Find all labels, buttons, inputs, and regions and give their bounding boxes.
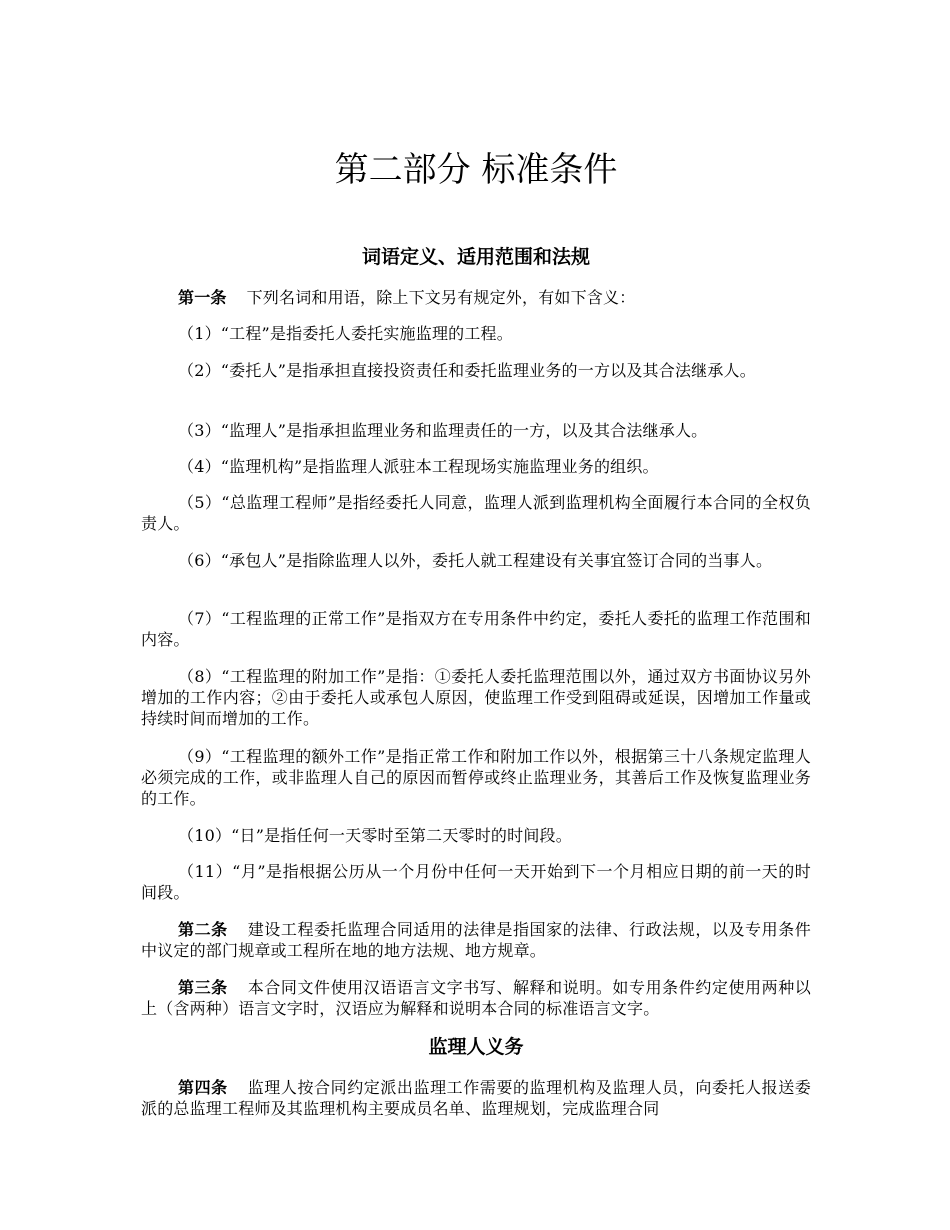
definition-item-7: （7）“工程监理的正常工作”是指双方在专用条件中约定，委托人委托的监理工作范围和内容。 [141, 609, 811, 649]
section-heading-definitions: 词语定义、适用范围和法规 [361, 246, 590, 268]
definition-item-3: （3）“监理人”是指承担监理业务和监理责任的一方，以及其合法继承人。 [178, 421, 708, 440]
definition-item-8: （8）“工程监理的附加工作”是指：①委托人委托监理范围以外，通过双方书面协议另外增加的工作内容；②由于委托人或承包人原因，使监理工作受到阻碍或延误，因增加工作量或持续时间而增加的工作。 [141, 667, 811, 728]
article-4-label: 第四条 [178, 1078, 228, 1097]
definition-item-10: （10）“日”是指任何一天零时至第二天零时的时间段。 [178, 826, 572, 845]
part-title: 第二部分 标准条件 [334, 150, 618, 190]
article-1 [141, 287, 811, 308]
article-3-text: 本合同文件使用汉语语言文字书写、解释和说明。如专用条件约定使用两种以上（含两种）语言文字时，汉语应为解释和说明本合同的标准语言文字。 [141, 978, 811, 1018]
definition-item-2: （2）“委托人”是指承担直接投资责任和委托监理业务的一方以及其合法继承人。 [178, 361, 756, 380]
definition-item-4: （4）“监理机构”是指监理人派驻本工程现场实施监理业务的组织。 [178, 457, 659, 476]
definition-item-6: （6）“承包人”是指除监理人以外，委托人就工程建设有关事宜签订合同的当事人。 [178, 551, 773, 570]
article-2-text: 建设工程委托监理合同适用的法律是指国家的法律、行政法规，以及专用条件中议定的部门规章或工程所在地的地方法规、地方规章。 [141, 920, 811, 960]
article-4-text: 监理人按合同约定派出监理工作需要的监理机构及监理人员，向委托人报送委派的总监理工程师及其监理机构主要成员名单、监理规划，完成监理合同 [141, 1078, 811, 1118]
article-2-label: 第二条 [178, 920, 228, 939]
article-4 [141, 1077, 811, 1119]
definition-item-1: （1）“工程”是指委托人委托实施监理的工程。 [178, 324, 513, 343]
definition-item-9: （9）“工程监理的额外工作”是指正常工作和附加工作以外，根据第三十八条规定监理人必须完成的工作，或非监理人自己的原因而暂停或终止监理业务，其善后工作及恢复监理业务的工作。 [141, 747, 811, 808]
article-3 [141, 977, 811, 1019]
section-heading-supervisor-obligations: 监理人义务 [428, 1036, 524, 1058]
article-1-label: 第一条 [178, 288, 227, 307]
article-3-label: 第三条 [178, 978, 228, 997]
definition-item-11: （11）“月”是指根据公历从一个月份中任何一天开始到下一个月相应日期的前一天的时间段。 [141, 862, 811, 902]
definition-item-5: （5）“总监理工程师”是指经委托人同意，监理人派到监理机构全面履行本合同的全权负责人。 [141, 493, 811, 533]
article-1-text: 下列名词和用语，除上下文另有规定外，有如下含义： [246, 288, 636, 307]
article-2 [141, 919, 811, 961]
